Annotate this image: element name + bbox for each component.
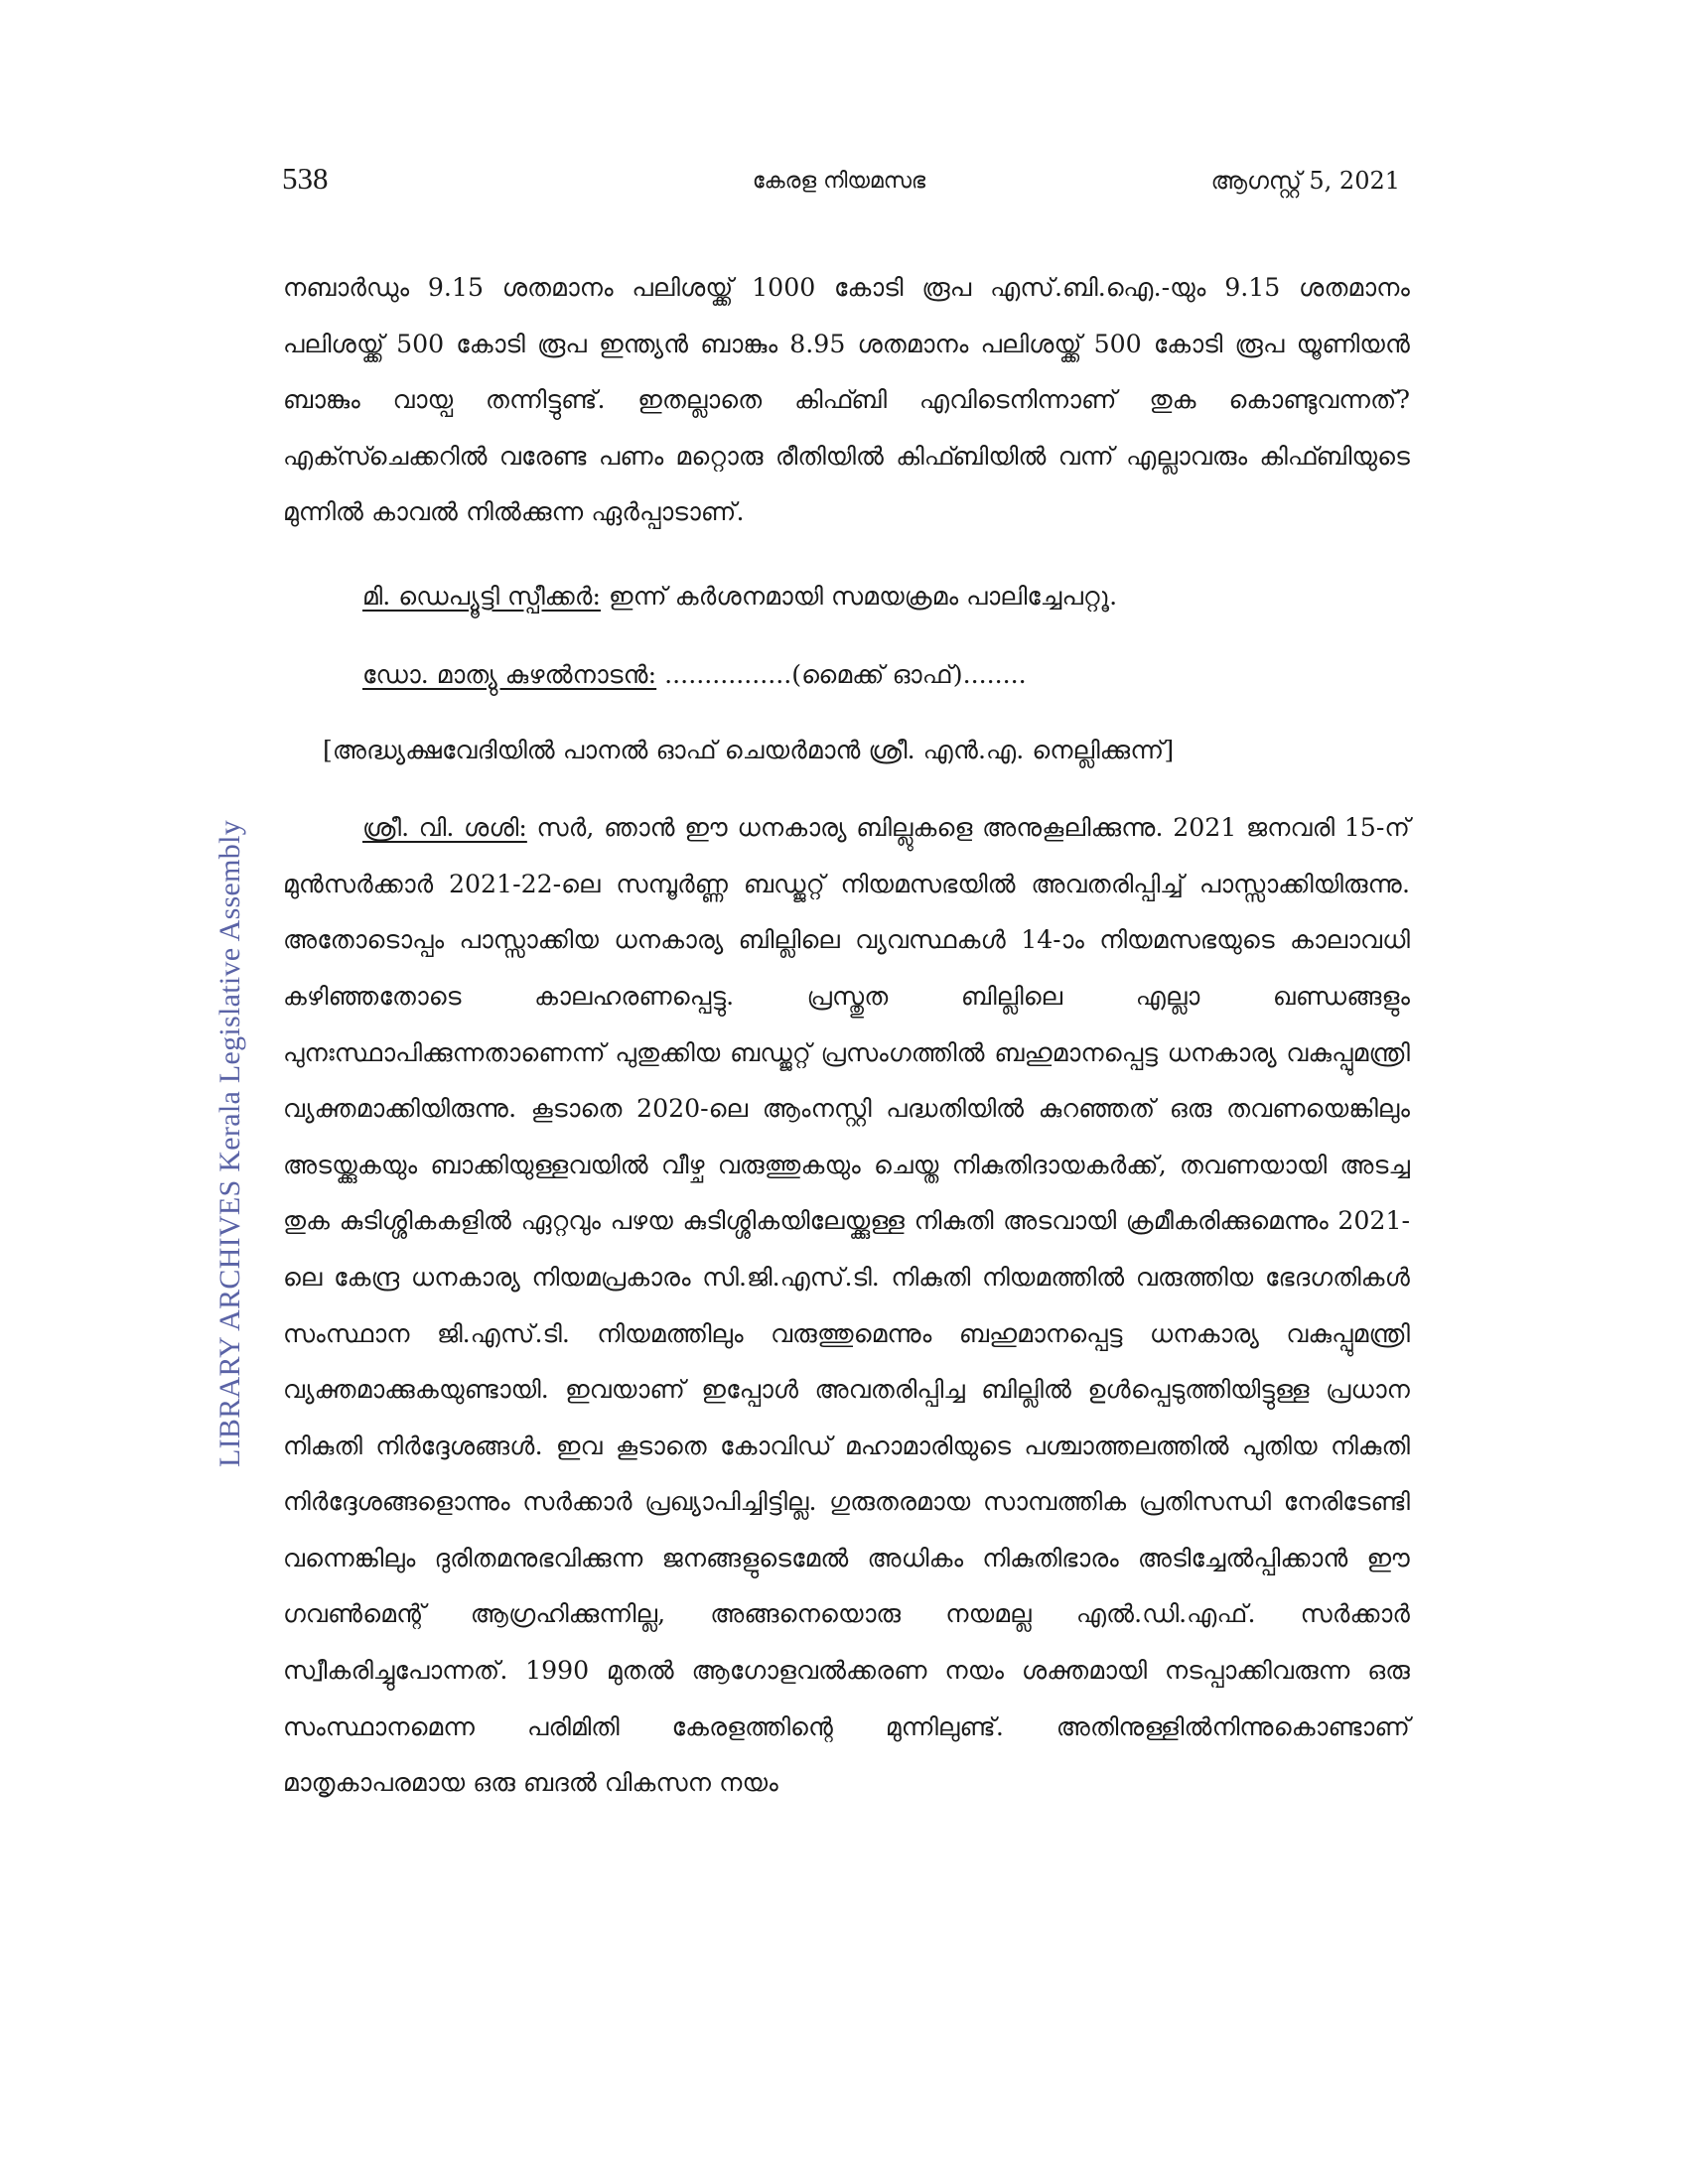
paragraph-sasi — [283, 800, 1410, 1812]
paragraph-deputy-speaker — [283, 569, 1410, 625]
page-date: ആഗസ്റ്റ് 5, 2021 — [1210, 167, 1400, 195]
page-number: 538 — [282, 161, 329, 196]
speech-text: ................(മൈക്ക് ഓഫ്)........ — [664, 659, 1027, 689]
page-title: കേരള നിയമസഭ — [752, 169, 926, 194]
paragraph-mathew — [283, 647, 1410, 704]
speaker-name: ഡോ. മാത്യു കുഴൽനാടൻ: — [362, 659, 657, 689]
document-body — [283, 260, 1410, 1812]
library-watermark: LIBRARY ARCHIVES Kerala Legislative Assembly — [213, 819, 246, 1468]
speech-text: ഇന്ന് കർശനമായി സമയക്രമം പാലിച്ചേപറ്റൂ. — [609, 581, 1118, 611]
speaker-name: ശ്രീ. വി. ശശി: — [362, 813, 527, 843]
speaker-name: മി. ഡെപ്യൂട്ടി സ്പീക്കർ: — [362, 581, 601, 611]
chair-note: [അദ്ധ്യക്ഷവേദിയിൽ പാനൽ ഓഫ് ചെയർമാൻ ശ്രീ. എൻ.എ. നെല്ലിക്കുന്ന്] — [323, 736, 1175, 765]
speech-text: സർ, ഞാൻ ഈ ധനകാര്യ ബില്ലുകളെ അനുകൂലിക്കുന്നു. 2021 ജനവരി 15-ന് മുൻസർക്കാർ 2021-22-ലെ സമ്പൂർണ്ണ ബഡ്ജറ്റ് നിയമസഭയിൽ അവതരിപ്പിച്ച് പാസ്സാക്കിയിരുന്നു. അതോടൊപ്പം പാസ്സാക്കിയ ധനകാര്യ ബില്ലിലെ വ്യവസ്ഥകൾ 14-ാം നിയമസഭയുടെ കാലാവധി കഴിഞ്ഞതോടെ കാലഹരണപ്പെട്ടു. പ്രസ്തുത ബില്ലിലെ എല്ലാ ഖണ്ഡങ്ങളും പുനഃസ്ഥാപിക്കുന്നതാണെന്ന് പുതുക്കിയ ബഡ്ജറ്റ് പ്രസംഗത്തിൽ ബഹുമാനപ്പെട്ട ധനകാര്യ വകുപ്പുമന്ത്രി വ്യക്തമാക്കിയിരുന്നു. കൂടാതെ 2020-ലെ ആംനസ്റ്റി പദ്ധതിയിൽ കുറഞ്ഞത് ഒരു തവണയെങ്കിലും അടയ്ക്കുകയും ബാക്കിയുള്ളവയിൽ വീഴ്ച വരുത്തുകയും ചെയ്ത നികുതിദായകർക്ക്, തവണയായി അടച്ച തുക കുടിശ്ശികകളിൽ ഏറ്റവും പഴയ കുടിശ്ശികയിലേയ്ക്കുള്ള നികുതി അടവായി ക്രമീകരിക്കുമെന്നും 2021-ലെ കേന്ദ്ര ധനകാര്യ നിയമപ്രകാരം സി.ജി.എസ്.ടി. നികുതി നിയമത്തിൽ വരുത്തിയ ഭേദഗതികൾ സംസ്ഥാന ജി.എസ്.ടി. നിയമത്തിലും വരുത്തുമെന്നും ബഹുമാനപ്പെട്ട ധനകാര്യ വകുപ്പുമന്ത്രി വ്യക്തമാക്കുകയുണ്ടായി. ഇവയാണ് ഇപ്പോൾ അവതരിപ്പിച്ച ബില്ലിൽ ഉൾപ്പെടുത്തിയിട്ടുള്ള പ്രധാന നികുതി നിർദ്ദേശങ്ങൾ. ഇവ കൂടാതെ കോവിഡ് മഹാമാരിയുടെ പശ്ചാത്തലത്തിൽ പുതിയ നികുതി നിർദ്ദേശങ്ങളൊന്നും സർക്കാർ പ്രഖ്യാപിച്ചിട്ടില്ല. ഗുരുതരമായ സാമ്പത്തിക പ്രതിസന്ധി നേരിടേണ്ടി വന്നെങ്കിലും ദുരിതമനുഭവിക്കുന്ന ജനങ്ങളുടെമേൽ അധികം നികുതിഭാരം അടിച്ചേൽപ്പിക്കാൻ ഈ ഗവൺമെന്റ് ആഗ്രഹിക്കുന്നില്ല, അങ്ങനെയൊരു നയമല്ല എൽ.ഡി.എഫ്. സർക്കാർ സ്വീകരിച്ചുപോന്നത്. 1990 മുതൽ ആഗോളവൽക്കരണ നയം ശക്തമായി നടപ്പാക്കിവരുന്ന ഒരു സംസ്ഥാനമെന്ന പരിമിതി കേരളത്തിന്റെ മുന്നിലുണ്ട്. അതിനുള്ളിൽനിന്നുകൊണ്ടാണ് മാതൃകാപരമായ ഒരു ബദൽ വികസന നയം — [283, 813, 1411, 1798]
paragraph-1: നബാർഡും 9.15 ശതമാനം പലിശയ്ക്ക് 1000 കോടി രൂപ എസ്.ബി.ഐ.-യും 9.15 ശതമാനം പലിശയ്ക്ക് 500 കോടി രൂപ ഇന്ത്യൻ ബാങ്കും 8.95 ശതമാനം പലിശയ്ക്ക് 500 കോടി രൂപ യൂണിയൻ ബാങ്കും വായ്പ തന്നിട്ടുണ്ട്. ഇതല്ലാതെ കിഫ്ബി എവിടെനിന്നാണ് തുക കൊണ്ടുവന്നത്? എക്സ്ചെക്കറിൽ വരേണ്ട പണം മറ്റൊരു രീതിയിൽ കിഫ്ബിയിൽ വന്ന് എല്ലാവരും കിഫ്ബിയുടെ മുന്നിൽ കാവൽ നിൽക്കുന്ന ഏർപ്പാടാണ്. — [283, 273, 1410, 527]
page-header — [278, 159, 1400, 208]
